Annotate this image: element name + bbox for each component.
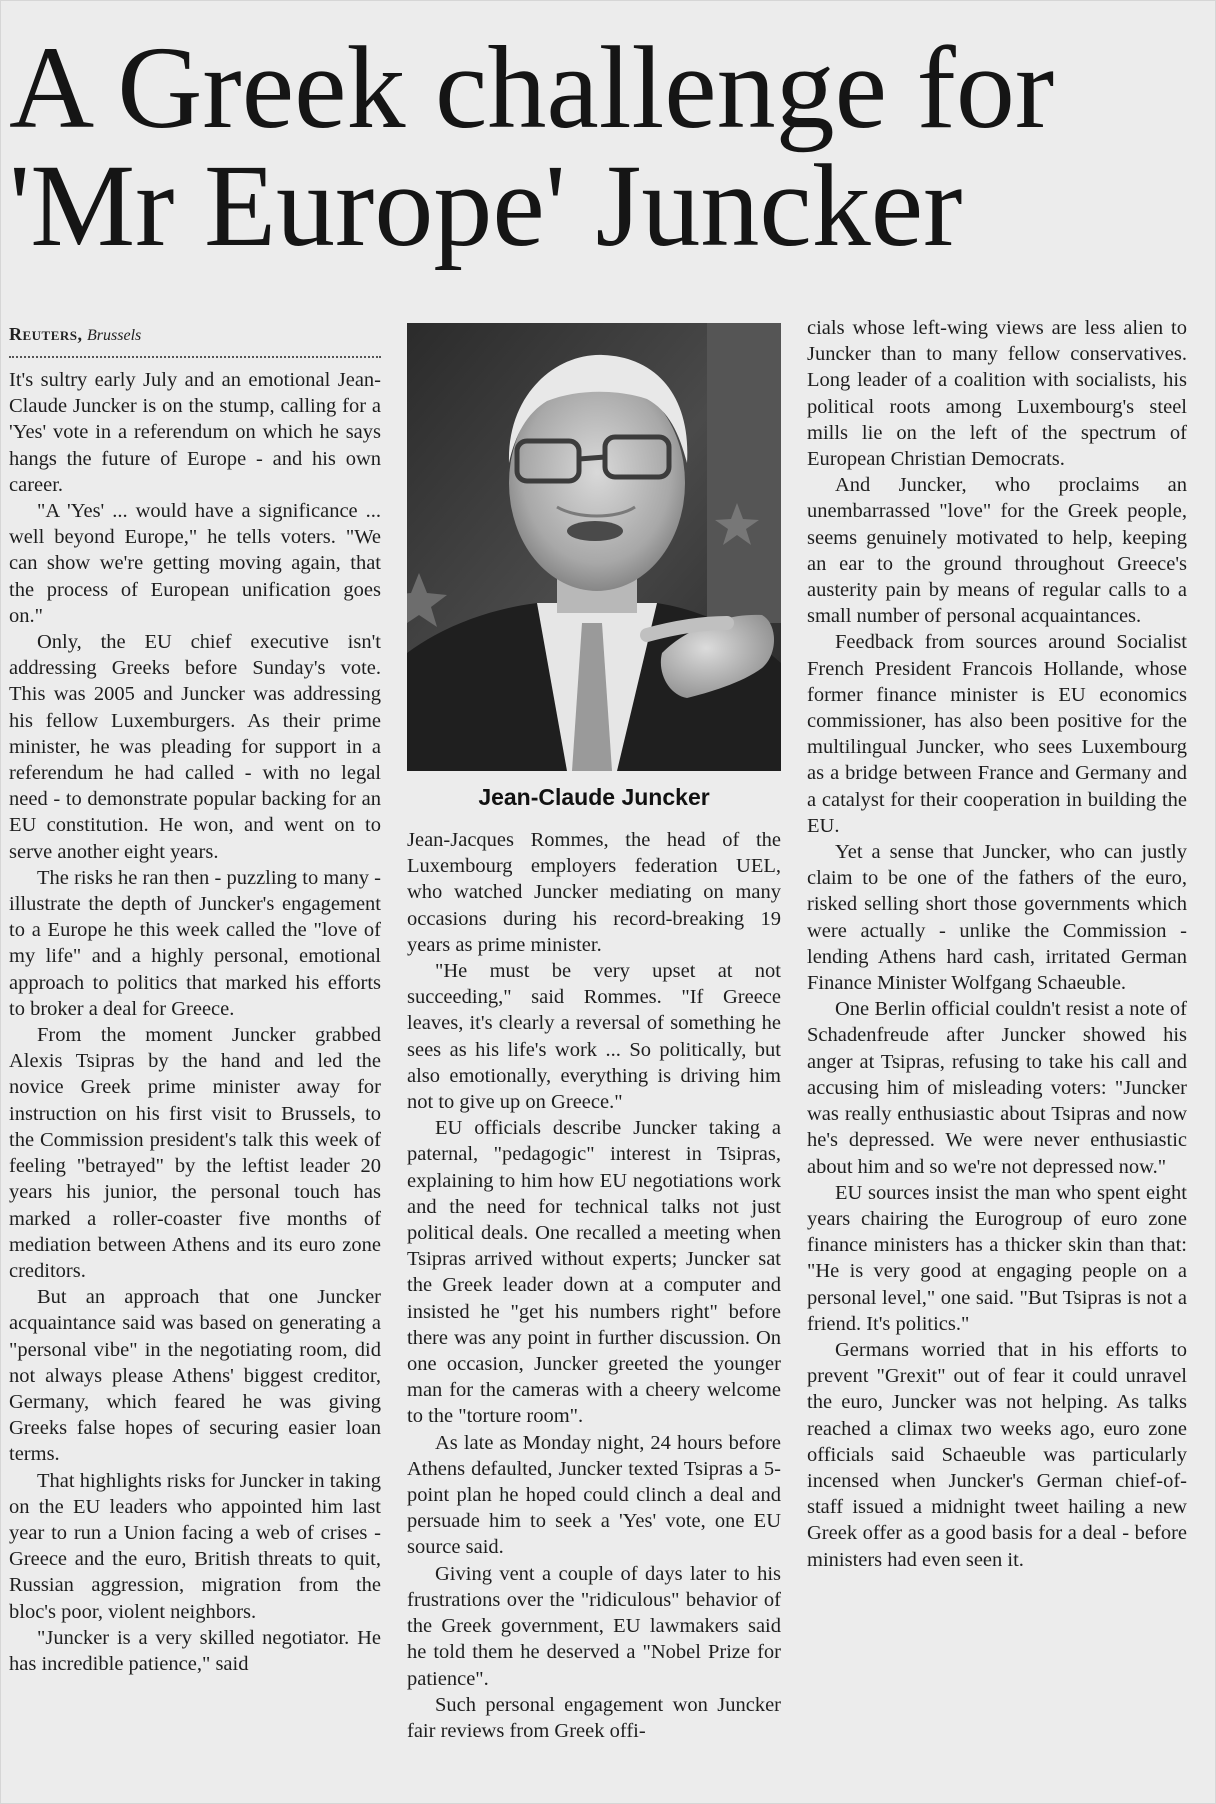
paragraph: "A 'Yes' ... would have a significance ... well beyond Europe," he tells voters. "We can show we're getting moving again, that the process of European unification goes on."	[9, 500, 381, 627]
paragraph: One Berlin official couldn't resist a note of Schadenfreude after Juncker showed his anger at Tsipras, refusing to take his call and accusing him of misleading voters: "Juncker was really enthusiastic about Tsipras and now he's depressed. We were never enthusiastic about him and so we're not depressed now."	[807, 998, 1187, 1178]
byline-divider	[9, 356, 381, 358]
byline	[9, 323, 381, 347]
article-headline	[9, 22, 1209, 271]
paragraph: Yet a sense that Juncker, who can justly claim to be one of the fathers of the euro, risked selling short those governments which were actually - unlike the Commission - lending Athens hard cash, irritated German Finance Minister Wolfgang Schaeuble.	[807, 841, 1187, 995]
portrait-illustration	[407, 323, 781, 771]
byline-agency: Reuters,	[9, 324, 83, 344]
paragraph: EU sources insist the man who spent eight years chairing the Eurogroup of euro zone finance ministers has a thicker skin than that: "He is very good at engaging people on a personal level," one said. "But Tsipras is not a friend. It's politics."	[807, 1181, 1187, 1335]
paragraph: But an approach that one Juncker acquaintance said was based on generating a "personal vibe" in the negotiating room, did not always please Athens' biggest creditor, Germany, which feared he was giving Greeks false hopes of securing easier loan terms.	[9, 1286, 381, 1466]
article-column-2	[407, 827, 781, 1744]
paragraph: From the moment Juncker grabbed Alexis Tsipras by the hand and led the novice Greek prime minister away for instruction on his first visit to Brussels, to the Commission president's talk this week of feeling "betrayed" by the leftist leader 20 years his junior, the personal touch has marked a roller-coaster five months of mediation between Athens and its euro zone creditors.	[9, 1024, 381, 1282]
paragraph: That highlights risks for Juncker in taking on the EU leaders who appointed him last year to run a Union facing a web of crises - Greece and the euro, British threats to quit, Russian aggression, migration from the bloc's poor, violent neighbors.	[9, 1469, 381, 1623]
article-column-3	[807, 315, 1187, 1573]
photo-caption: Jean-Claude Juncker	[478, 784, 710, 810]
portrait-photo	[407, 323, 781, 771]
paragraph: Such personal engagement won Juncker fair reviews from Greek offi-	[407, 1693, 781, 1742]
headline-line-2: 'Mr Europe' Juncker	[9, 140, 963, 271]
paragraph: Jean-Jacques Rommes, the head of the Luxembourg employers federation UEL, who watched Juncker mediating on many occasions during his record-breaking 19 years as prime minister.	[407, 829, 781, 956]
paragraph: Germans worried that in his efforts to prevent "Grexit" out of fear it could unravel the euro, Juncker was not helping. As talks reached a climax two weeks ago, euro zone officials said Schaeuble was particularly incensed when Juncker's German chief-of-staff issued a midnight tweet hailing a new Greek offer as a good basis for a deal - before ministers had even seen it.	[807, 1338, 1187, 1571]
paragraph: The risks he ran then - puzzling to many - illustrate the depth of Juncker's engagement to a Europe he this week called the "love of my life" and a highly personal, emotional approach to politics that marked his efforts to broker a deal for Greece.	[9, 866, 381, 1020]
paragraph: cials whose left-wing views are less alien to Juncker than to many fellow conservatives. Long leader of a coalition with socialists, his political roots among Luxembourg's steel mills lie on the left of the spectrum of European Christian Democrats.	[807, 317, 1187, 471]
paragraph: And Juncker, who proclaims an unembarrassed "love" for the Greek people, seems genuinely motivated to help, keeping an ear to the ground throughout Greece's austerity pain by means of regular calls to a small number of personal acquaintances.	[807, 474, 1187, 628]
paragraph: "Juncker is a very skilled negotiator. He has incredible patience," said	[9, 1626, 381, 1675]
paragraph: EU officials describe Juncker taking a paternal, "pedagogic" interest in Tsipras, explaining to him how EU negotiations work and the need for technical talks not just political deals. One recalled a meeting when Tsipras arrived without experts; Juncker sat the Greek leader down at a computer and insisted he "get his numbers right" before there was any point in further discussion. On one occasion, Juncker greeted the younger man for the cameras with a cheery welcome to the "torture room".	[407, 1117, 781, 1428]
article-column-1	[9, 367, 381, 1677]
paragraph: Giving vent a couple of days later to his frustrations over the "ridiculous" behavior of the Greek government, EU lawmakers said he told them he deserved a "Nobel Prize for patience".	[407, 1562, 781, 1690]
paragraph: "He must be very upset at not succeeding," said Rommes. "If Greece leaves, it's clearly a reversal of something he sees as his life's work ... So politically, but also emotionally, everything is driving him not to give up on Greece."	[407, 960, 781, 1114]
paragraph: Feedback from sources around Socialist French President Francois Hollande, whose former finance minister is EU economics commissioner, has also been positive for the multilingual Juncker, who sees Luxembourg as a bridge between France and Germany and a catalyst for their cooperation in building the EU.	[807, 631, 1187, 837]
byline-place: Brussels	[87, 327, 142, 344]
headline-line-1: A Greek challenge for	[9, 22, 1055, 153]
paragraph: Only, the EU chief executive isn't addressing Greeks before Sunday's vote. This was 2005 and Juncker was addressing his fellow Luxemburgers. As their prime minister, he was pleading for support in a referendum he had called - with no legal need - to demonstrate popular backing for an EU constitution. He won, and went on to serve another eight years.	[9, 631, 381, 863]
paragraph: It's sultry early July and an emotional Jean-Claude Juncker is on the stump, calling for a 'Yes' vote in a referendum on which he says hangs the future of Europe - and his own career.	[9, 369, 381, 496]
paragraph: As late as Monday night, 24 hours before Athens defaulted, Juncker texted Tsipras a 5-point plan he hoped could clinch a deal and persuade him to seek a 'Yes' vote, one EU source said.	[407, 1431, 781, 1559]
